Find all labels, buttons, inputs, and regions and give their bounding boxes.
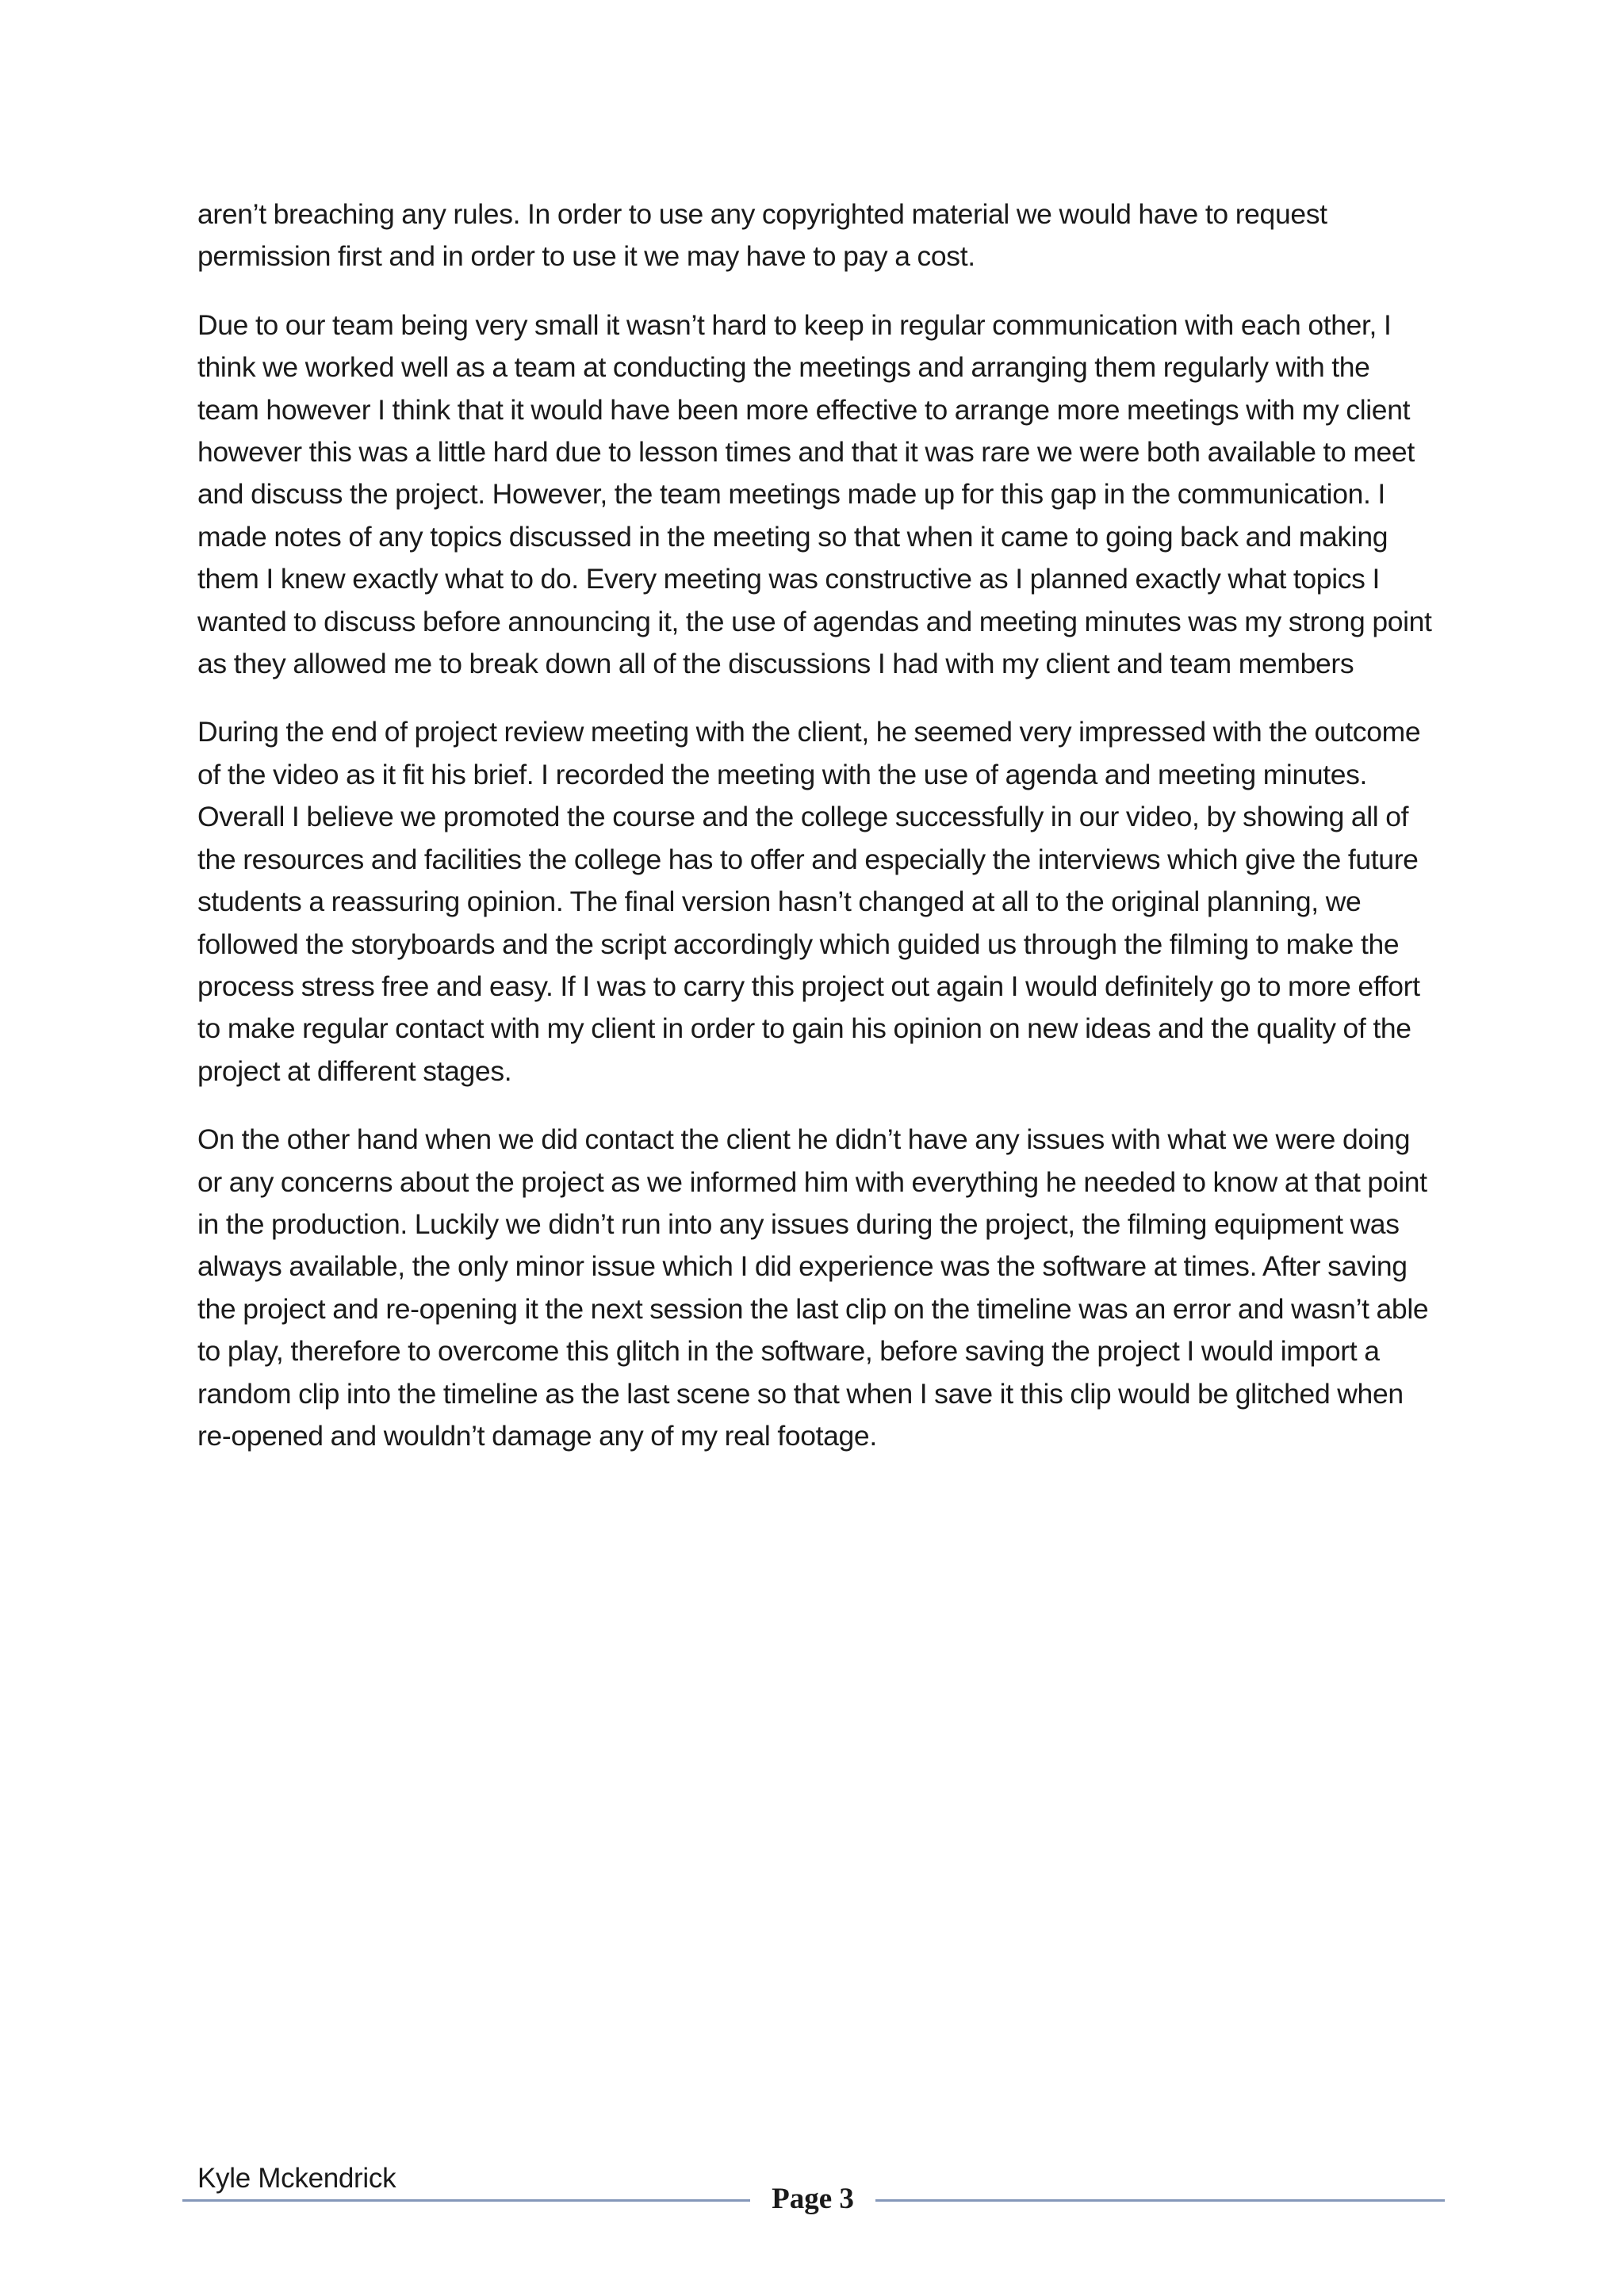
footer-rule-left [182,2199,750,2202]
footer-rule-right [875,2199,1445,2202]
paragraph-issues: On the other hand when we did contact the client he didn’t have any issues with what we were doing or any concerns about the project as we informed him with everything he needed to know at that point in the production. Luckily we didn’t run into any issues during the project, the filming equipment was always available, the only minor issue which I did experience was the software at times. After saving the project and re-opening it the next session the last clip on the timeline was an error and wasn’t able to play, therefore to overcome this glitch in the software, before saving the project I would import a random clip into the timeline as the last scene so that when I save it this clip would be glitched when re-opened and wouldn’t damage any of my real footage. [197,1123,1429,1452]
paragraph-copyright: aren’t breaching any rules. In order to use any copyrighted material we would have to request permission first and in order to use it we may have to pay a cost. [197,198,1327,273]
paragraph-review-meeting: During the end of project review meeting with the client, he seemed very impressed with the outcome of the video as it fit his brief. I recorded the meeting with the use of agenda and meeting minutes. Overall I believe we promoted the course and the college successfully in our video, by showing all of the resources and facilities the college has to offer and especially the interviews which give the future students a reassuring opinion. The final version hasn’t changed at all to the original planning, we followed the storyboards and the script accordingly which guided us through the filming to make the process stress free and easy. If I was to carry this project out again I would definitely go to more effort to make regular contact with my client in order to gain his opinion on new ideas and the quality of the project at different stages. [197,716,1421,1087]
page-number: Page 3 [772,2183,854,2215]
page-footer [0,2156,1624,2252]
document-body [197,193,1434,1483]
footer-author: Kyle Mckendrick [197,2163,396,2194]
paragraph-communication: Due to our team being very small it wasn’t hard to keep in regular communication with each other, I think we worked well as a team at conducting the meetings and arranging them regularly with the team however I think that it would have been more effective to arrange more meetings with my client however this was a little hard due to lesson times and that it was rare we were both available to meet and discuss the project. However, the team meetings made up for this gap in the communication. I made notes of any topics discussed in the meeting so that when it came to going back and making them I knew exactly what to do. Every meeting was constructive as I planned exactly what topics I wanted to discuss before announcing it, the use of agendas and meeting minutes was my strong point as they allowed me to break down all of the discussions I had with my client and team members [197,308,1432,680]
